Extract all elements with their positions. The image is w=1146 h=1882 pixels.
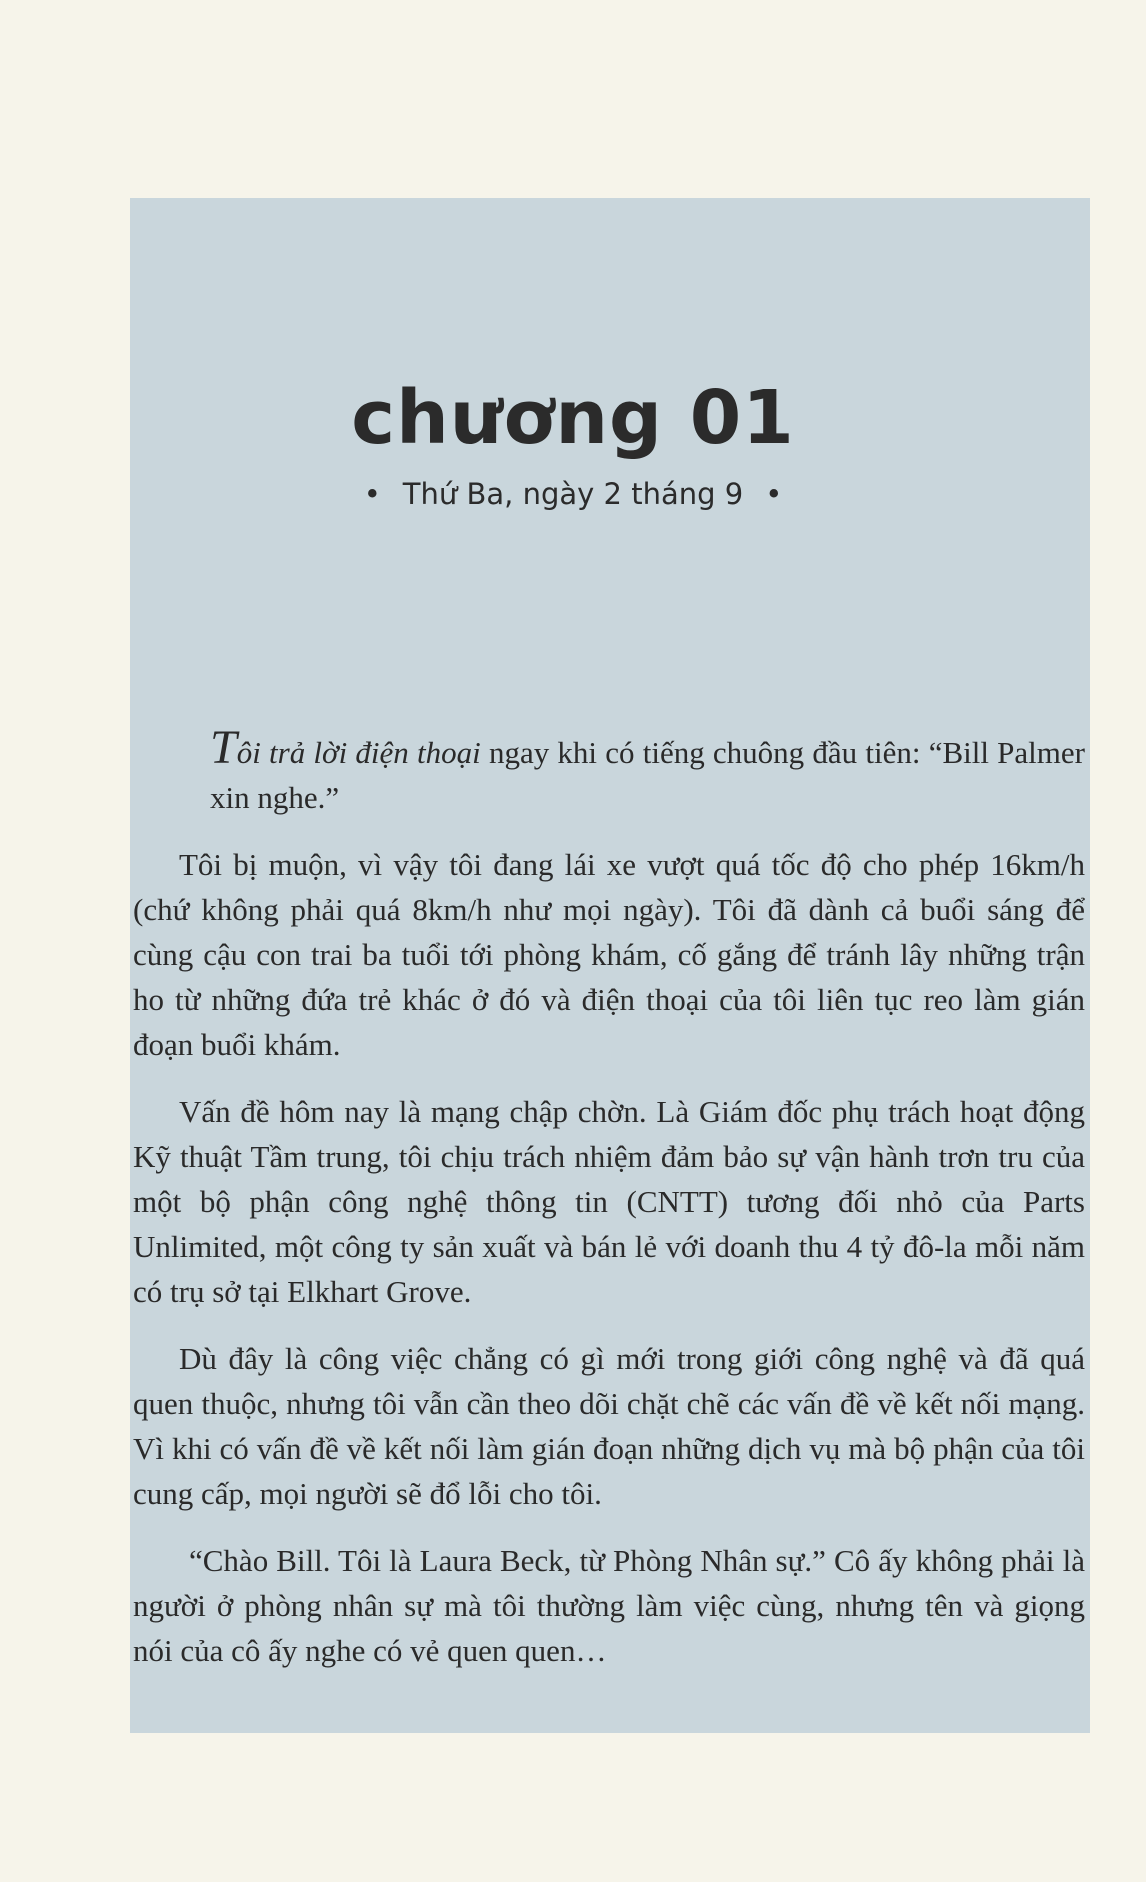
paragraph-1 [133, 721, 1085, 820]
bullet-right: • [765, 477, 783, 511]
body-text [133, 721, 1085, 1695]
paragraph-2: Tôi bị muộn, vì vậy tôi đang lái xe vượt quá tốc độ cho phép 16km/h (chứ không phải quá 8km/h như mọi ngày). Tôi đã dành cả buổi sáng để cùng cậu con trai ba tuổi tới phòng khám, cố gắng để tránh lây những trận ho từ những đứa trẻ khác ở đó và điện thoại của tôi liên tục reo làm gián đoạn buổi khám. [133, 847, 1085, 1062]
paragraph-3: Vấn đề hôm nay là mạng chập chờn. Là Giám đốc phụ trách hoạt động Kỹ thuật Tầm trung, tôi chịu trách nhiệm đảm bảo sự vận hành trơn tru của một bộ phận công nghệ thông tin (CNTT) tương đối nhỏ của Parts Unlimited, một công ty sản xuất và bán lẻ với doanh thu 4 tỷ đô-la mỗi năm có trụ sở tại Elkhart Grove. [133, 1094, 1085, 1309]
chapter-date-line [0, 477, 1146, 511]
paragraph-4: Dù đây là công việc chẳng có gì mới trong giới công nghệ và đã quá quen thuộc, nhưng tôi vẫn cần theo dõi chặt chẽ các vấn đề về kết nối mạng. Vì khi có vấn đề về kết nối làm gián đoạn những dịch vụ mà bộ phận của tôi cung cấp, mọi người sẽ đổ lỗi cho tôi. [133, 1341, 1085, 1511]
drop-cap: T [210, 721, 237, 774]
paragraph-1-rest: ngay khi có tiếng chuông đầu tiên: “Bill Palmer xin nghe.” [210, 735, 1085, 815]
paragraph-1-italic: ôi trả lời điện thoại [236, 735, 481, 770]
bullet-left: • [363, 477, 381, 511]
paragraph-5: “Chào Bill. Tôi là Laura Beck, từ Phòng Nhân sự.” Cô ấy không phải là người ở phòng nhân sự mà tôi thường làm việc cùng, nhưng tên và giọng nói của cô ấy nghe có vẻ quen quen… [133, 1543, 1085, 1668]
chapter-title: chương 01 [351, 375, 795, 461]
chapter-date: Thứ Ba, ngày 2 tháng 9 [402, 477, 744, 511]
